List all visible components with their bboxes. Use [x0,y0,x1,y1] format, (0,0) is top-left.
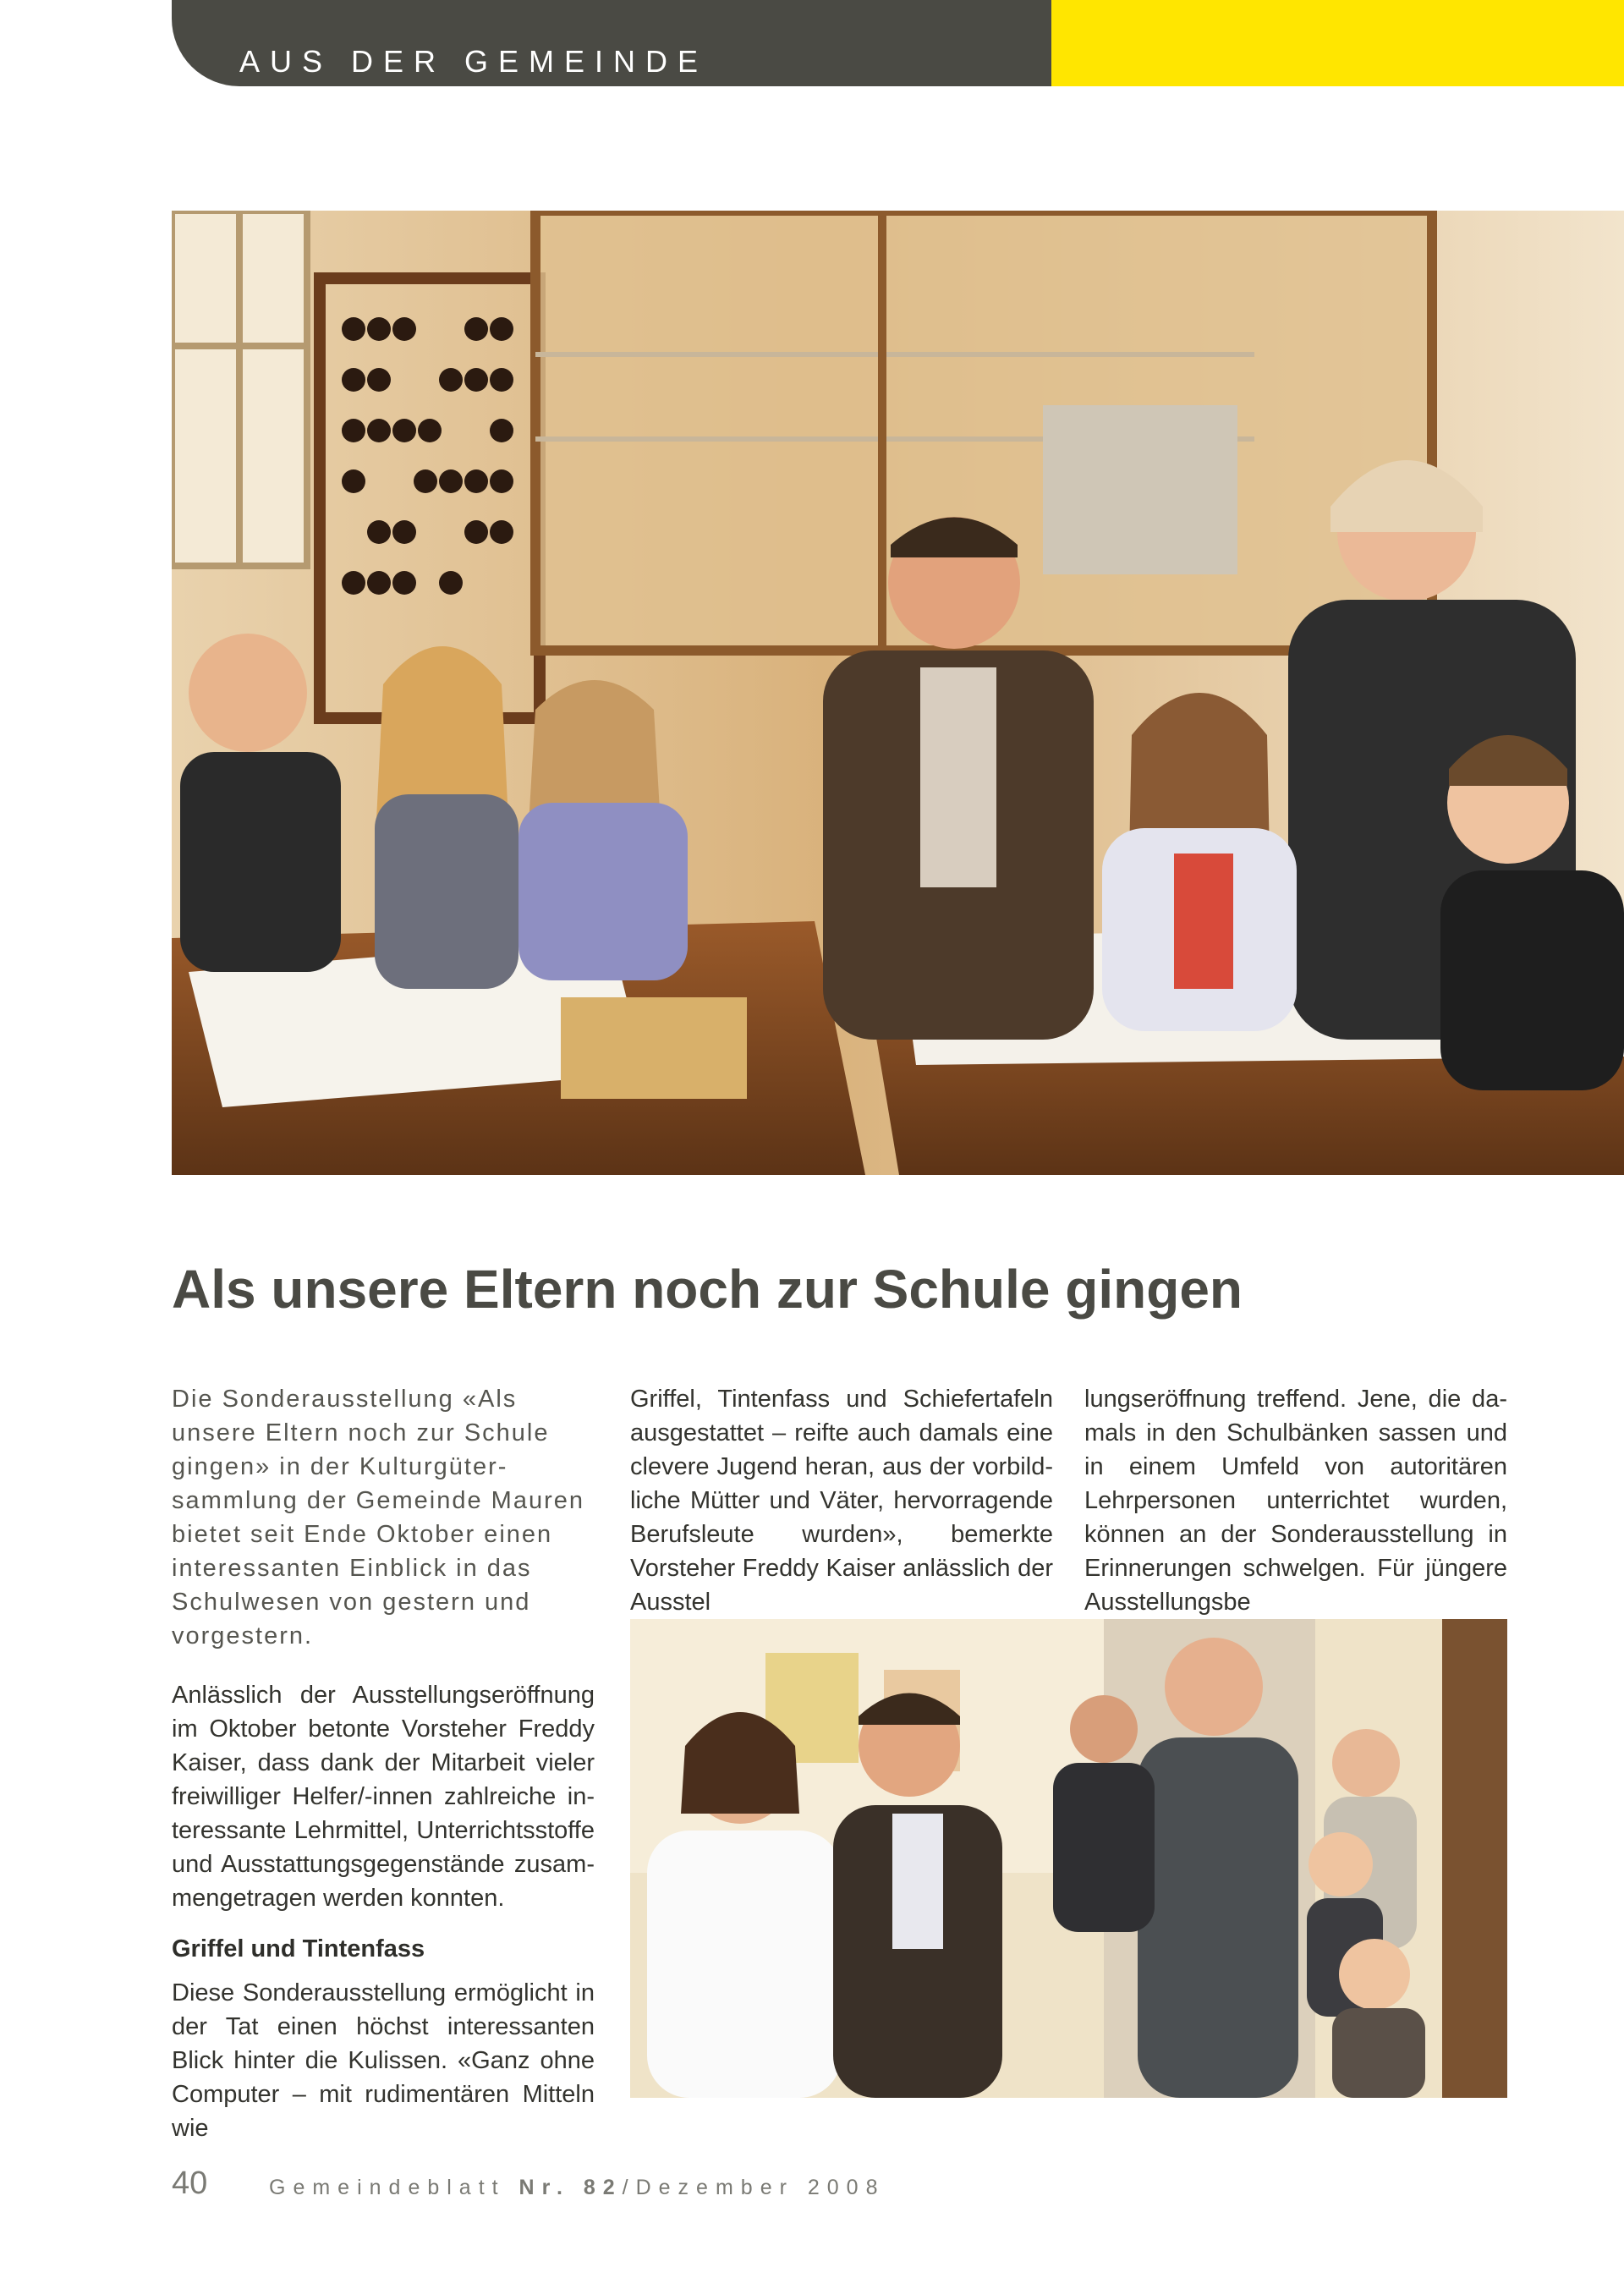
main-photo [172,211,1624,1175]
headline-rest: noch zur Schule gingen [617,1259,1243,1320]
article-paragraph: Anlässlich der Ausstellungseröffnung im Oktober betonte Vorsteher Freddy Kaiser, dass dank der Mitarbeit vieler freiwilliger Helfer/-innen zahlreiche interessante Lehrmittel, Unterrichtsstoffe und Ausstattungsgegenstände zusammengetragen werden konnten. [172,1682,595,1912]
article-paragraph: Diese Sonderausstellung ermöglicht in der Tat einen höchst interessanten Blick hinter die Kulissen. «Ganz ohne Computer – mit rudimentären Mitteln wie [172,1979,595,2142]
issue-label: Nr. 82 [518,2176,623,2199]
page-number: 40 [172,2165,208,2201]
article-lead: Die Sonderausstellung «Als unsere Eltern noch zur Schule gingen» in der Kulturgütersammlung der Gemeinde Mauren bietet seit Ende Oktober einen interessanten Einblick in das Schulwesen von gestern und vorgestern. [172,1386,584,1649]
headline-bold: Als unsere Eltern [172,1259,617,1320]
article-column-3 [1084,1382,1507,1619]
secondary-photo [630,1619,1507,2098]
article-paragraph: lungseröffnung treffend. Jene, die damals in den Schulbänken sassen und in einem Umfeld von autoritären Lehrpersonen unterrichtet wurden, können an der Sonderausstellung in Erinnerungen schwelgen. Für jüngere Ausstellungsbe [1084,1386,1507,1616]
section-title: AUS DER GEMEINDE [239,44,709,79]
publication-line [269,2176,885,2200]
publication-name: Gemeindeblatt [269,2176,519,2199]
secondary-photo-illustration [630,1619,1507,2098]
article-column-2 [630,1382,1053,1619]
article-paragraph: Griffel, Tintenfass und Schiefertafeln ausgestattet – reifte auch damals eine clevere Jugend heran, aus der vorbildliche Mütter und Väter, hervorragende Berufsleute wurden», bemerkte Vorsteher Freddy Kaiser anlässlich der Ausstel [630,1386,1053,1616]
main-photo-illustration [172,211,1624,1175]
section-header-band [172,0,1051,86]
article-headline [172,1259,1525,1320]
issue-date: /Dezember 2008 [622,2176,886,2199]
header-accent-band [1051,0,1624,86]
article-column-1 [172,1678,595,2145]
article-subheading: Griffel und Tintenfass [172,1935,425,1962]
